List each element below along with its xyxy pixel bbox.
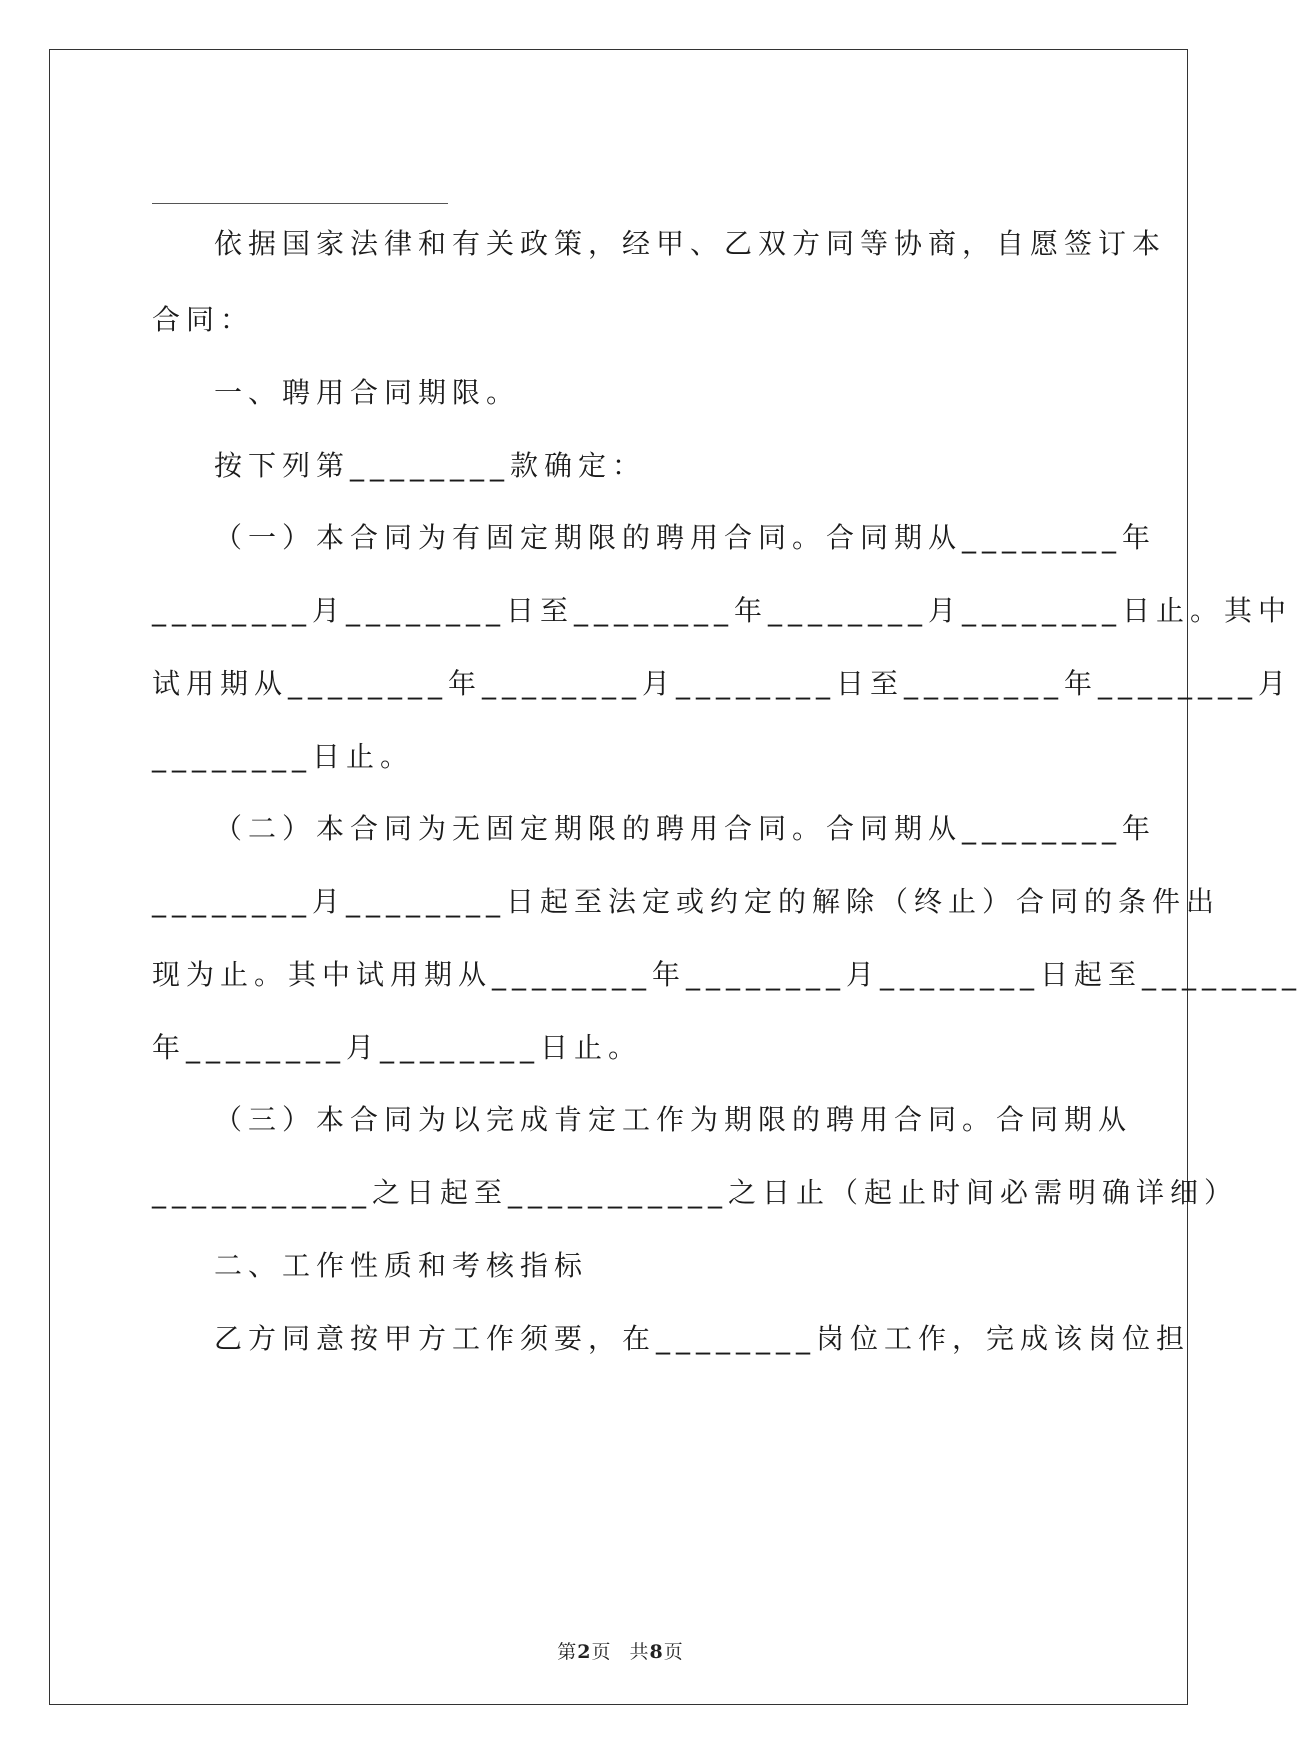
total-prefix: 共 [629, 1641, 650, 1663]
paragraph-line: （三）本合同为以完成肯定工作为期限的聘用合同。合同期从 [214, 1103, 1133, 1136]
total-suffix: 页 [663, 1641, 684, 1663]
paragraph-line: 乙方同意按甲方工作须要，在________岗位工作，完成该岗位担 [214, 1322, 1191, 1355]
paragraph-line: ________月________日起至法定或约定的解除（终止）合同的条件出 [152, 885, 1221, 918]
section-heading: 一、聘用合同期限。 [214, 376, 521, 409]
top-blank-rule [152, 203, 448, 204]
page-suffix: 页 [591, 1641, 612, 1663]
page-footer [0, 1640, 1241, 1664]
page-prefix: 第 [557, 1641, 578, 1663]
paragraph-line: ________月________日至________年________月________日止。其中 [152, 594, 1293, 627]
paragraph-line: 依据国家法律和有关政策，经甲、乙双方同等协商，自愿签订本 [214, 227, 1167, 260]
page-border [49, 49, 1302, 1705]
paragraph-line: 试用期从________年________月________日至________年________月 [152, 667, 1293, 700]
paragraph-line: 按下列第________款确定： [214, 449, 647, 482]
paragraph-line: ___________之日起至___________之日止（起止时间必需明确详细） [152, 1176, 1239, 1209]
paragraph-line: ________日止。 [152, 740, 415, 773]
section-heading: 二、工作性质和考核指标 [214, 1249, 589, 1282]
current-page-number: 2 [577, 1641, 592, 1663]
paragraph-line: 合同： [152, 303, 255, 336]
total-page-number: 8 [649, 1641, 664, 1663]
paragraph-line: 现为止。其中试用期从________年________月________日起至________ [152, 958, 1302, 991]
paragraph-line: （一）本合同为有固定期限的聘用合同。合同期从________年 [214, 521, 1157, 554]
paragraph-line: （二）本合同为无固定期限的聘用合同。合同期从________年 [214, 812, 1157, 845]
paragraph-line: 年________月________日止。 [152, 1031, 643, 1064]
